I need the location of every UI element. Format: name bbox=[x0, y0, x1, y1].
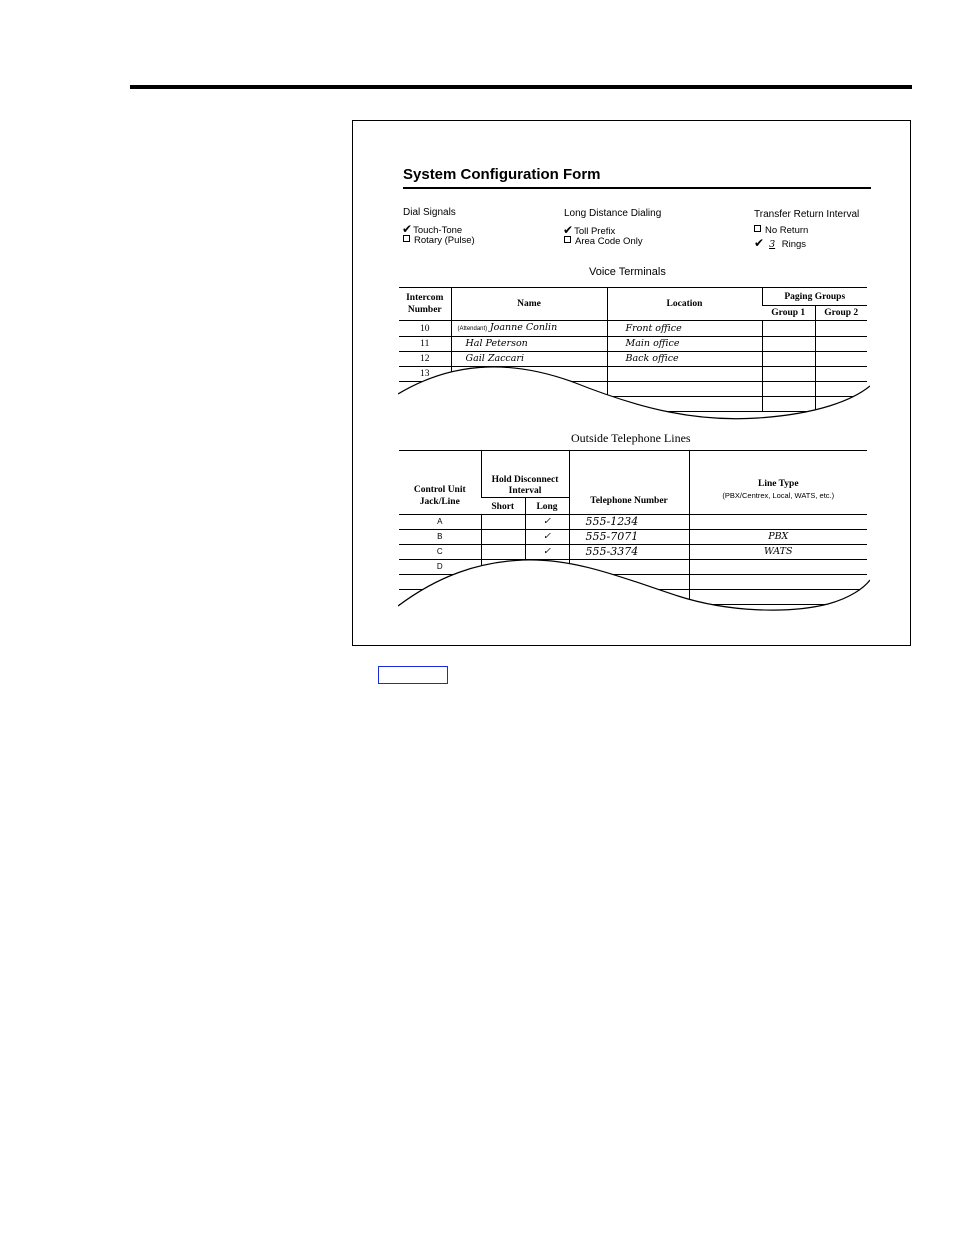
form-title: System Configuration Form bbox=[403, 166, 601, 183]
table-row: B ✓ 555-7071 PBX bbox=[399, 530, 867, 545]
header-group-1: Group 1 bbox=[762, 305, 815, 320]
checkbox-icon bbox=[754, 225, 761, 232]
checkbox-icon bbox=[403, 235, 410, 242]
option-area-code-only[interactable]: Area Code Only bbox=[564, 236, 643, 247]
voice-terminals-title: Voice Terminals bbox=[589, 266, 666, 278]
dial-signals-heading: Dial Signals bbox=[403, 207, 456, 218]
checkbox-icon bbox=[564, 236, 571, 243]
option-toll-prefix[interactable]: ✔Toll Prefix bbox=[563, 223, 616, 237]
top-rule bbox=[130, 85, 912, 89]
table-row: D bbox=[399, 560, 867, 575]
option-no-return[interactable]: No Return bbox=[754, 225, 808, 236]
table-row: 13 bbox=[399, 367, 867, 382]
outside-lines-title: Outside Telephone Lines bbox=[571, 431, 691, 445]
header-telephone-number: Telephone Number bbox=[569, 451, 689, 515]
checkmark-icon: ✔ bbox=[563, 223, 574, 237]
header-group-2: Group 2 bbox=[815, 305, 867, 320]
option-touch-tone[interactable]: ✔Touch-Tone bbox=[402, 222, 463, 236]
torn-edge-voice bbox=[398, 366, 870, 422]
transfer-return-heading: Transfer Return Interval bbox=[754, 209, 860, 220]
checkmark-icon: ✔ bbox=[402, 222, 413, 236]
header-long: Long bbox=[525, 497, 569, 514]
rings-value: 3 bbox=[769, 239, 776, 250]
header-hold-interval: Hold Disconnect Interval bbox=[481, 451, 569, 498]
checkmark-icon: ✔ bbox=[754, 236, 765, 250]
header-paging-groups: Paging Groups bbox=[762, 288, 867, 306]
header-short: Short bbox=[481, 497, 525, 514]
option-rotary[interactable]: Rotary (Pulse) bbox=[403, 235, 475, 246]
header-name: Name bbox=[451, 288, 607, 321]
header-line-type: Line Type (PBX/Centrex, Local, WATS, etc.) bbox=[689, 451, 867, 515]
table-row: 10 (Attendant) Joanne Conlin Front office bbox=[399, 321, 867, 337]
header-location: Location bbox=[607, 288, 762, 321]
header-jack: Control Unit Jack/Line bbox=[399, 451, 481, 515]
table-row: A ✓ 555-1234 bbox=[399, 515, 867, 530]
table-row: C ✓ 555-3374 WATS bbox=[399, 545, 867, 560]
torn-edge-lines bbox=[398, 556, 870, 614]
table-row: 12 Gail Zaccari Back office bbox=[399, 352, 867, 367]
option-rings[interactable]: ✔ 3 Rings bbox=[754, 236, 807, 250]
title-rule bbox=[403, 187, 871, 189]
table-row: 11 Hal Peterson Main office bbox=[399, 337, 867, 352]
figure-link-box[interactable] bbox=[378, 666, 448, 684]
long-distance-heading: Long Distance Dialing bbox=[564, 208, 662, 219]
header-intercom: Intercom Number bbox=[399, 288, 451, 321]
